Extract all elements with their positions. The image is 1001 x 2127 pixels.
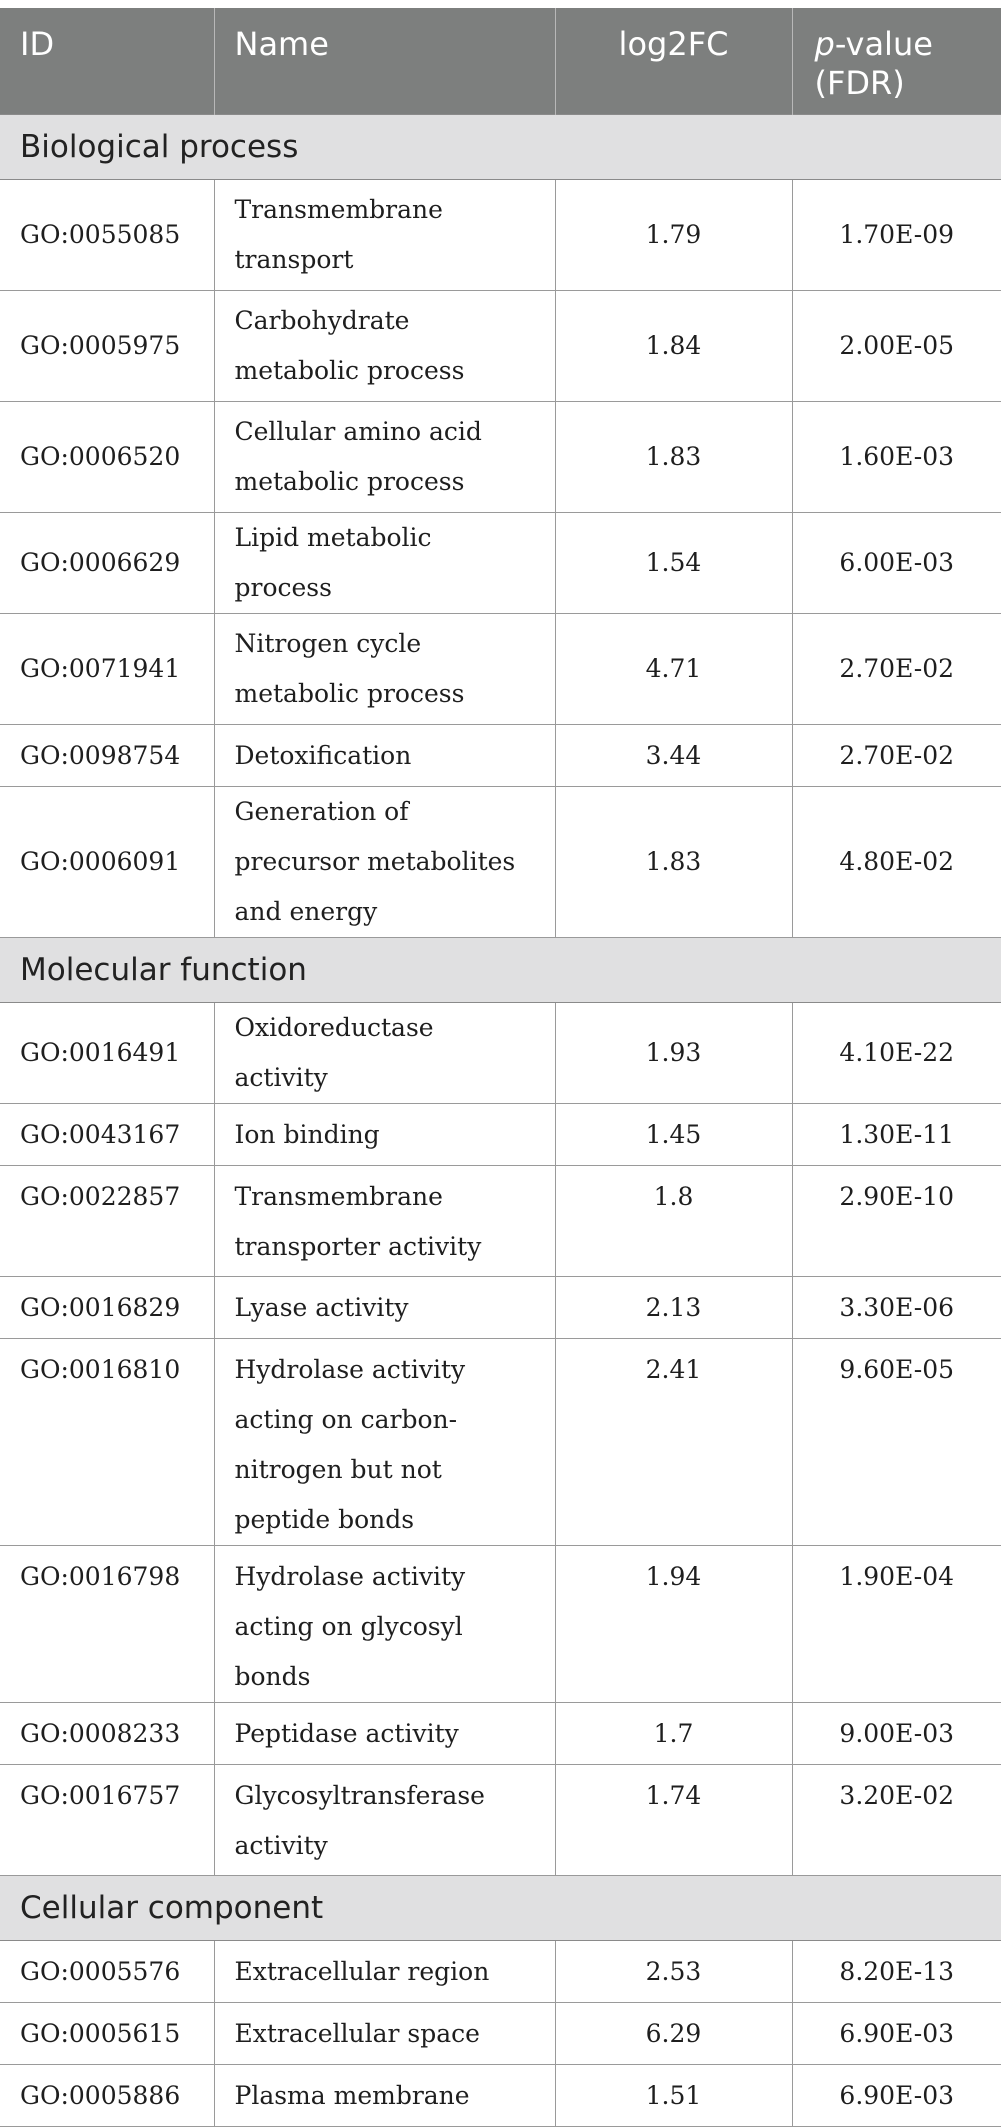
cell-id: GO:0098754 [0, 725, 214, 787]
cell-name: Ion binding [214, 1104, 555, 1166]
cell-id: GO:0008233 [0, 1703, 214, 1765]
cell-log2fc: 1.74 [555, 1765, 792, 1876]
cell-name: Extracellular space [214, 2003, 555, 2065]
cell-pvalue: 2.70E-02 [792, 614, 1001, 725]
column-header-id: ID [0, 8, 214, 115]
cell-pvalue: 1.90E-04 [792, 1546, 1001, 1703]
section-row-molecular-function [0, 938, 1001, 1003]
cell-log2fc: 2.41 [555, 1339, 792, 1546]
pvalue-label-rest: -value [834, 25, 933, 63]
table-row [0, 614, 1001, 725]
table-row [0, 1546, 1001, 1703]
header-row [0, 8, 1001, 115]
cell-name: Peptidase activity [214, 1703, 555, 1765]
section-title: Biological process [0, 115, 1001, 180]
cell-pvalue: 2.90E-10 [792, 1166, 1001, 1277]
cell-name: Hydrolase activity acting on carbon-nitrogen but not peptide bonds [214, 1339, 555, 1546]
cell-id: GO:0055085 [0, 180, 214, 291]
section-title: Cellular component [0, 1876, 1001, 1941]
table-row [0, 787, 1001, 938]
section-row-cellular-component [0, 1876, 1001, 1941]
table-row [0, 2065, 1001, 2127]
cell-pvalue: 6.90E-03 [792, 2065, 1001, 2127]
cell-name: Oxidoreductase activity [214, 1003, 555, 1104]
table-row [0, 2003, 1001, 2065]
cell-pvalue: 3.20E-02 [792, 1765, 1001, 1876]
cell-log2fc: 1.94 [555, 1546, 792, 1703]
section-row-biological-process [0, 115, 1001, 180]
cell-log2fc: 1.7 [555, 1703, 792, 1765]
cell-pvalue: 6.90E-03 [792, 2003, 1001, 2065]
cell-log2fc: 4.71 [555, 614, 792, 725]
column-header-name: Name [214, 8, 555, 115]
cell-name: Carbohydrate metabolic process [214, 291, 555, 402]
table-row [0, 1941, 1001, 2003]
cell-name: Nitrogen cycle metabolic process [214, 614, 555, 725]
cell-pvalue: 3.30E-06 [792, 1277, 1001, 1339]
table-row [0, 725, 1001, 787]
column-header-pvalue [792, 8, 1001, 115]
cell-name: Hydrolase activity acting on glycosyl bonds [214, 1546, 555, 1703]
cell-id: GO:0005615 [0, 2003, 214, 2065]
cell-pvalue: 2.00E-05 [792, 291, 1001, 402]
cell-name: Plasma membrane [214, 2065, 555, 2127]
cell-name: Generation of precursor metabolites and energy [214, 787, 555, 938]
table-row [0, 1339, 1001, 1546]
cell-name: Cellular amino acid metabolic process [214, 402, 555, 513]
cell-id: GO:0016491 [0, 1003, 214, 1104]
cell-pvalue: 1.60E-03 [792, 402, 1001, 513]
cell-name: Transmembrane transport [214, 180, 555, 291]
table-row [0, 1765, 1001, 1876]
cell-log2fc: 1.79 [555, 180, 792, 291]
table-row [0, 1003, 1001, 1104]
cell-pvalue: 9.00E-03 [792, 1703, 1001, 1765]
cell-log2fc: 3.44 [555, 725, 792, 787]
go-enrichment-table [0, 8, 1001, 2127]
cell-log2fc: 1.83 [555, 402, 792, 513]
cell-log2fc: 2.53 [555, 1941, 792, 2003]
pvalue-label-fdr: (FDR) [814, 64, 905, 102]
cell-id: GO:0006520 [0, 402, 214, 513]
cell-log2fc: 1.51 [555, 2065, 792, 2127]
cell-pvalue: 4.80E-02 [792, 787, 1001, 938]
cell-pvalue: 2.70E-02 [792, 725, 1001, 787]
cell-log2fc: 1.93 [555, 1003, 792, 1104]
cell-name: Lyase activity [214, 1277, 555, 1339]
section-title: Molecular function [0, 938, 1001, 1003]
cell-id: GO:0016829 [0, 1277, 214, 1339]
cell-id: GO:0043167 [0, 1104, 214, 1166]
table-row [0, 1104, 1001, 1166]
table-row [0, 513, 1001, 614]
table-row [0, 180, 1001, 291]
table-row [0, 1166, 1001, 1277]
table-row [0, 402, 1001, 513]
cell-log2fc: 1.54 [555, 513, 792, 614]
table-row [0, 1277, 1001, 1339]
cell-pvalue: 4.10E-22 [792, 1003, 1001, 1104]
cell-id: GO:0016810 [0, 1339, 214, 1546]
cell-log2fc: 1.8 [555, 1166, 792, 1277]
cell-log2fc: 1.84 [555, 291, 792, 402]
table-row [0, 291, 1001, 402]
cell-pvalue: 6.00E-03 [792, 513, 1001, 614]
cell-name: Extracellular region [214, 1941, 555, 2003]
table-row [0, 1703, 1001, 1765]
cell-name: Lipid metabolic process [214, 513, 555, 614]
cell-name: Detoxification [214, 725, 555, 787]
cell-name: Glycosyltransferase activity [214, 1765, 555, 1876]
cell-id: GO:0006091 [0, 787, 214, 938]
cell-id: GO:0005576 [0, 1941, 214, 2003]
cell-log2fc: 2.13 [555, 1277, 792, 1339]
cell-name: Transmembrane transporter activity [214, 1166, 555, 1277]
cell-id: GO:0022857 [0, 1166, 214, 1277]
cell-pvalue: 8.20E-13 [792, 1941, 1001, 2003]
cell-id: GO:0016757 [0, 1765, 214, 1876]
cell-id: GO:0005886 [0, 2065, 214, 2127]
cell-id: GO:0005975 [0, 291, 214, 402]
cell-log2fc: 1.83 [555, 787, 792, 938]
cell-log2fc: 6.29 [555, 2003, 792, 2065]
cell-id: GO:0006629 [0, 513, 214, 614]
cell-pvalue: 1.70E-09 [792, 180, 1001, 291]
cell-log2fc: 1.45 [555, 1104, 792, 1166]
cell-id: GO:0071941 [0, 614, 214, 725]
cell-pvalue: 9.60E-05 [792, 1339, 1001, 1546]
pvalue-italic-p: p [814, 25, 835, 63]
cell-pvalue: 1.30E-11 [792, 1104, 1001, 1166]
column-header-log2fc: log2FC [555, 8, 792, 115]
cell-id: GO:0016798 [0, 1546, 214, 1703]
